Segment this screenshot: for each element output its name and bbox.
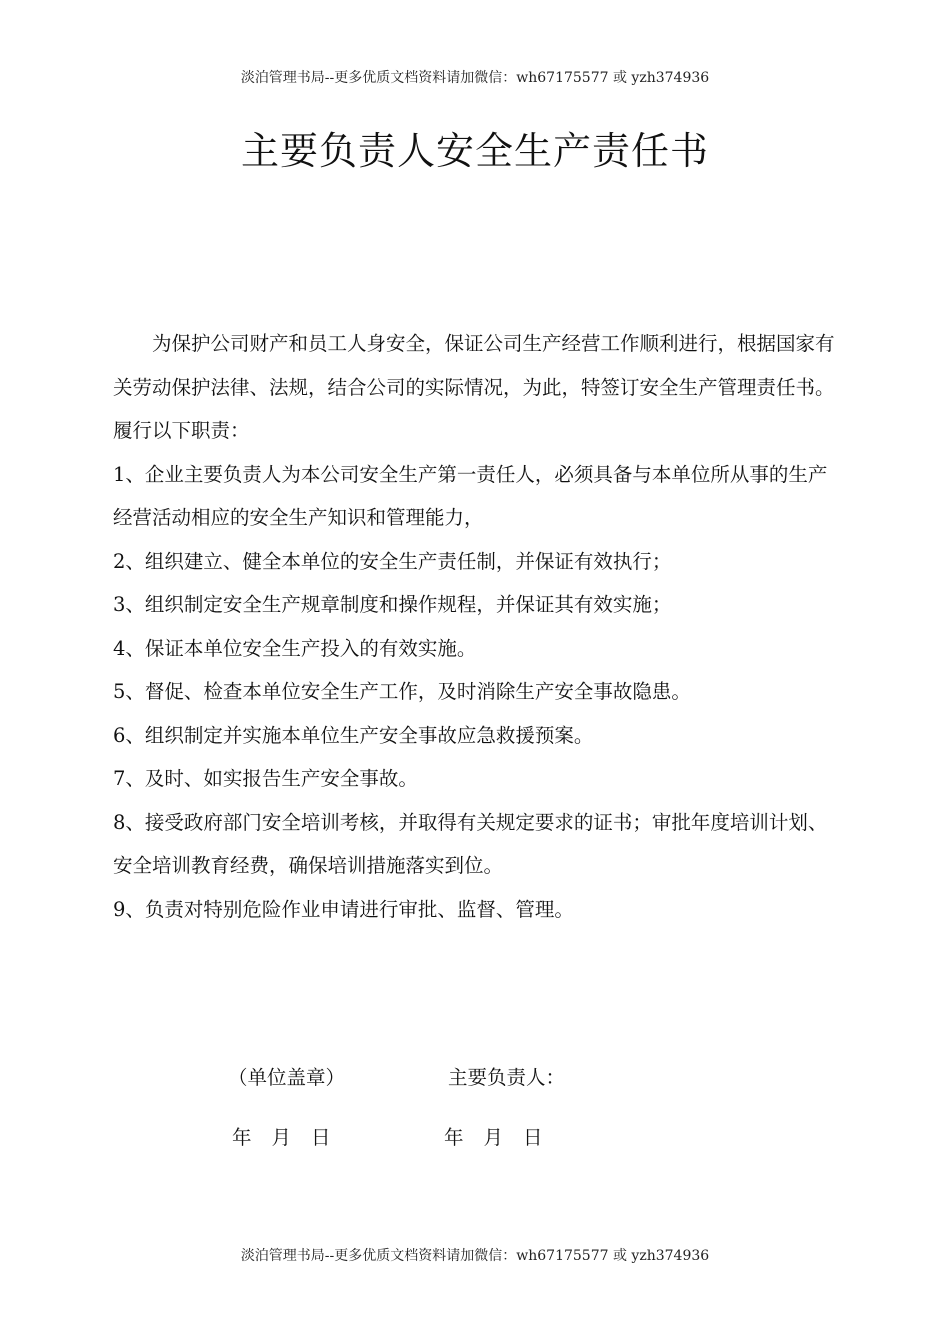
duty-item-6: 6、组织制定并实施本单位生产安全事故应急救援预案。 xyxy=(113,723,594,747)
date-month-left: 月 xyxy=(271,1126,292,1149)
footer-note: 淡泊管理书局--更多优质文档资料请加微信：wh67175577 或 yzh374936 xyxy=(240,1248,710,1264)
date-line-right xyxy=(444,1122,543,1150)
intro-paragraph: 为保护公司财产和员工人身安全，保证公司生产经营工作顺利进行，根据国家有关劳动保护法律、法规，结合公司的实际情况，为此，特签订安全生产管理责任书。履行以下职责： xyxy=(113,332,835,442)
duty-item-1: 1、企业主要负责人为本公司安全生产第一责任人，必须具备与本单位所从事的生产经营活动相应的安全生产知识和管理能力， xyxy=(113,462,828,529)
duty-item-7: 7、及时、如实报告生产安全事故。 xyxy=(113,767,418,790)
date-day-left: 日 xyxy=(311,1126,331,1149)
leader-label: 主要负责人： xyxy=(448,1066,566,1089)
duty-item-5: 5、督促、检查本单位安全生产工作，及时消除生产安全事故隐患。 xyxy=(113,680,691,703)
date-line-left xyxy=(232,1122,331,1150)
duty-item-4: 4、保证本单位安全生产投入的有效实施。 xyxy=(113,636,477,660)
duty-item-3: 3、组织制定安全生产规章制度和操作规程，并保证其有效实施； xyxy=(113,593,672,616)
duty-item-2: 2、组织建立、健全本单位的安全生产责任制，并保证有效执行； xyxy=(113,549,672,573)
header-note: 淡泊管理书局--更多优质文档资料请加微信：wh67175577 或 yzh374936 xyxy=(240,70,710,86)
date-day-right: 日 xyxy=(523,1126,543,1149)
document-body xyxy=(113,322,843,931)
document-title: 主要负责人安全生产责任书 xyxy=(240,129,709,173)
duty-item-9: 9、负责对特别危险作业申请进行审批、监督、管理。 xyxy=(113,897,574,921)
seal-label: （单位盖章） xyxy=(228,1066,346,1089)
date-year-left: 年 xyxy=(232,1126,252,1149)
duty-item-8: 8、接受政府部门安全培训考核，并取得有关规定要求的证书；审批年度培训计划、安全培训教育经费，确保培训措施落实到位。 xyxy=(113,810,828,877)
date-month-right: 月 xyxy=(483,1126,504,1149)
date-year-right: 年 xyxy=(444,1126,464,1149)
